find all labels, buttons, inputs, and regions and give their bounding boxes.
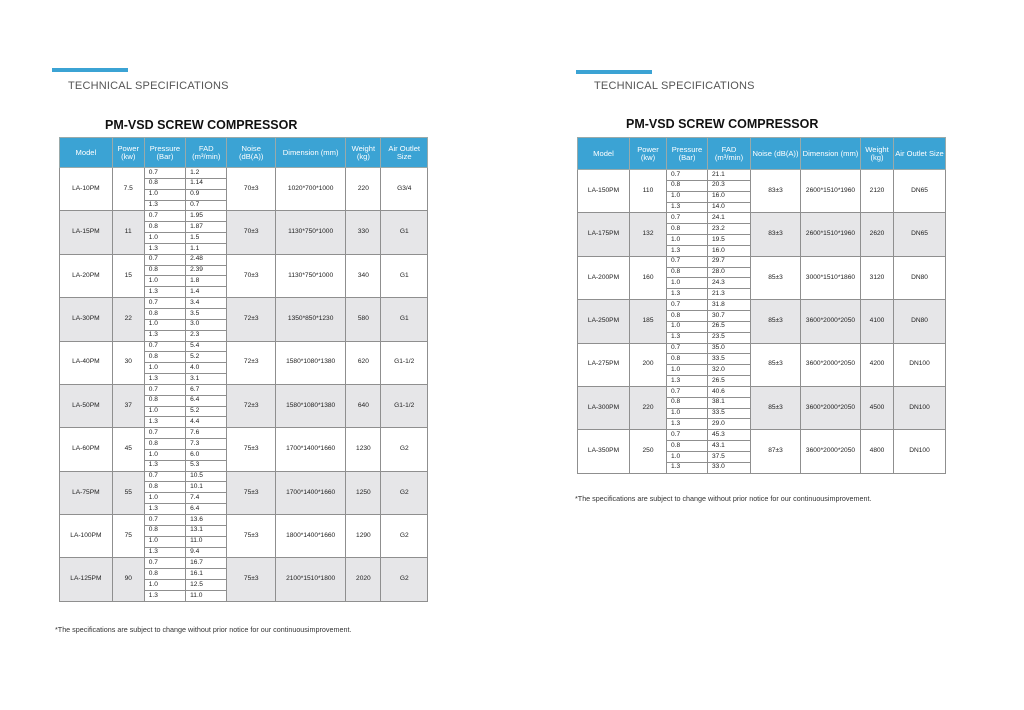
fad-cell: 2.39 (186, 265, 227, 276)
weight-cell: 1250 (346, 471, 381, 514)
dimension-cell: 2600*1510*1960 (801, 170, 861, 213)
weight-cell: 620 (346, 341, 381, 384)
pressure-cell: 0.8 (667, 180, 708, 191)
outlet-cell: G1 (381, 298, 428, 341)
pressure-cell: 0.8 (144, 222, 185, 233)
pressure-cell: 0.8 (144, 439, 185, 450)
model-row-group (60, 515, 428, 558)
pressure-cell: 1.3 (144, 287, 185, 298)
power-cell: 11 (112, 211, 144, 254)
pressure-cell: 0.8 (144, 482, 185, 493)
fad-cell: 21.3 (708, 289, 751, 300)
pressure-cell: 0.7 (667, 300, 708, 311)
fad-cell: 20.3 (708, 180, 751, 191)
fad-cell: 16.0 (708, 191, 751, 202)
fad-cell: 23.5 (708, 332, 751, 343)
fad-cell: 3.0 (186, 319, 227, 330)
noise-cell: 75±3 (227, 558, 276, 601)
outlet-cell: G2 (381, 558, 428, 601)
power-cell: 250 (630, 430, 667, 473)
noise-cell: 85±3 (751, 300, 801, 343)
table-row (578, 386, 946, 397)
weight-cell: 3120 (861, 256, 894, 299)
power-cell: 45 (112, 428, 144, 471)
noise-cell: 70±3 (227, 254, 276, 297)
pressure-cell: 0.8 (667, 224, 708, 235)
weight-cell: 340 (346, 254, 381, 297)
fad-cell: 32.0 (708, 365, 751, 376)
fad-cell: 6.0 (186, 449, 227, 460)
fad-cell: 2.3 (186, 330, 227, 341)
power-cell: 90 (112, 558, 144, 601)
weight-cell: 4200 (861, 343, 894, 386)
fad-cell: 31.8 (708, 300, 751, 311)
model-row-group (578, 300, 946, 343)
left-section-title: TECHNICAL SPECIFICATIONS (68, 80, 229, 92)
pressure-cell: 0.7 (144, 168, 185, 179)
noise-cell: 75±3 (227, 428, 276, 471)
model-cell: LA-200PM (578, 256, 630, 299)
outlet-cell: DN80 (894, 256, 946, 299)
power-cell: 132 (630, 213, 667, 256)
noise-cell: 72±3 (227, 384, 276, 427)
pressure-cell: 1.3 (667, 419, 708, 430)
table-row (60, 254, 428, 265)
pressure-cell: 1.3 (667, 289, 708, 300)
left-footnote: *The specifications are subject to change without prior notice for our continuousimprovement. (55, 625, 352, 634)
table-row (578, 256, 946, 267)
header-weight: Weight (kg) (861, 138, 894, 170)
pressure-cell: 1.0 (144, 449, 185, 460)
model-cell: LA-350PM (578, 430, 630, 473)
fad-cell: 21.1 (708, 170, 751, 181)
fad-cell: 3.4 (186, 298, 227, 309)
noise-cell: 70±3 (227, 211, 276, 254)
pressure-cell: 1.3 (144, 243, 185, 254)
weight-cell: 220 (346, 168, 381, 211)
dimension-cell: 2100*1510*1800 (276, 558, 346, 601)
fad-cell: 14.0 (708, 202, 751, 213)
left-accent-bar (52, 68, 128, 72)
table-row (578, 343, 946, 354)
fad-cell: 28.0 (708, 267, 751, 278)
model-cell: LA-15PM (60, 211, 113, 254)
fad-cell: 1.8 (186, 276, 227, 287)
power-cell: 75 (112, 515, 144, 558)
pressure-cell: 1.0 (667, 365, 708, 376)
model-cell: LA-50PM (60, 384, 113, 427)
noise-cell: 85±3 (751, 343, 801, 386)
fad-cell: 29.0 (708, 419, 751, 430)
pressure-cell: 0.7 (144, 428, 185, 439)
model-cell: LA-40PM (60, 341, 113, 384)
power-cell: 15 (112, 254, 144, 297)
fad-cell: 10.1 (186, 482, 227, 493)
header-noise: Noise (dB(A)) (227, 138, 276, 168)
header-power: Power (kw) (630, 138, 667, 170)
model-row-group (60, 428, 428, 471)
weight-cell: 2020 (346, 558, 381, 601)
noise-cell: 87±3 (751, 430, 801, 473)
noise-cell: 75±3 (227, 471, 276, 514)
fad-cell: 5.2 (186, 352, 227, 363)
outlet-cell: G1 (381, 254, 428, 297)
pressure-cell: 1.3 (667, 202, 708, 213)
fad-cell: 1.87 (186, 222, 227, 233)
fad-cell: 0.7 (186, 200, 227, 211)
fad-cell: 37.5 (708, 451, 751, 462)
fad-cell: 19.5 (708, 235, 751, 246)
fad-cell: 6.7 (186, 384, 227, 395)
fad-cell: 16.7 (186, 558, 227, 569)
header-power: Power (kw) (112, 138, 144, 168)
fad-cell: 3.1 (186, 374, 227, 385)
fad-cell: 26.5 (708, 321, 751, 332)
model-cell: LA-30PM (60, 298, 113, 341)
fad-cell: 45.3 (708, 430, 751, 441)
noise-cell: 75±3 (227, 515, 276, 558)
outlet-cell: G3/4 (381, 168, 428, 211)
model-row-group (578, 213, 946, 256)
noise-cell: 83±3 (751, 213, 801, 256)
dimension-cell: 3600*2000*2050 (801, 386, 861, 429)
pressure-cell: 1.3 (144, 547, 185, 558)
power-cell: 7.5 (112, 168, 144, 211)
model-cell: LA-125PM (60, 558, 113, 601)
weight-cell: 580 (346, 298, 381, 341)
power-cell: 185 (630, 300, 667, 343)
outlet-cell: DN80 (894, 300, 946, 343)
header-dimension: Dimension (mm) (276, 138, 346, 168)
pressure-cell: 1.3 (144, 200, 185, 211)
fad-cell: 24.3 (708, 278, 751, 289)
fad-cell: 29.7 (708, 256, 751, 267)
noise-cell: 85±3 (751, 386, 801, 429)
pressure-cell: 0.8 (144, 178, 185, 189)
pressure-cell: 0.7 (144, 384, 185, 395)
header-fad: FAD (m³/min) (186, 138, 227, 168)
pressure-cell: 0.7 (144, 515, 185, 526)
pressure-cell: 0.8 (144, 525, 185, 536)
pressure-cell: 0.8 (144, 395, 185, 406)
model-row-group (578, 386, 946, 429)
pressure-cell: 0.8 (667, 354, 708, 365)
fad-cell: 3.5 (186, 308, 227, 319)
power-cell: 30 (112, 341, 144, 384)
fad-cell: 16.1 (186, 569, 227, 580)
fad-cell: 33.5 (708, 354, 751, 365)
fad-cell: 1.4 (186, 287, 227, 298)
pressure-cell: 0.7 (144, 254, 185, 265)
pressure-cell: 1.3 (667, 376, 708, 387)
right-footnote: *The specifications are subject to change without prior notice for our continuousimprovement. (575, 494, 872, 503)
right-accent-bar (576, 70, 652, 74)
model-row-group (60, 298, 428, 341)
fad-cell: 7.4 (186, 493, 227, 504)
fad-cell: 13.6 (186, 515, 227, 526)
dimension-cell: 3600*2000*2050 (801, 343, 861, 386)
weight-cell: 4800 (861, 430, 894, 473)
dimension-cell: 1020*700*1000 (276, 168, 346, 211)
header-air-outlet: Air Outlet Size (381, 138, 428, 168)
fad-cell: 7.6 (186, 428, 227, 439)
fad-cell: 12.5 (186, 580, 227, 591)
model-row-group (60, 558, 428, 601)
table-row (578, 213, 946, 224)
header-noise: Noise (dB(A)) (751, 138, 801, 170)
header-air-outlet: Air Outlet Size (894, 138, 946, 170)
pressure-cell: 1.3 (144, 590, 185, 601)
pressure-cell: 0.7 (144, 211, 185, 222)
model-row-group (60, 254, 428, 297)
outlet-cell: G1-1/2 (381, 384, 428, 427)
weight-cell: 4500 (861, 386, 894, 429)
fad-cell: 26.5 (708, 376, 751, 387)
outlet-cell: G2 (381, 515, 428, 558)
fad-cell: 1.95 (186, 211, 227, 222)
pressure-cell: 0.8 (667, 267, 708, 278)
pressure-cell: 0.7 (667, 170, 708, 181)
model-cell: LA-300PM (578, 386, 630, 429)
dimension-cell: 1130*750*1000 (276, 211, 346, 254)
model-row-group (60, 341, 428, 384)
header-pressure: Pressure (Bar) (667, 138, 708, 170)
right-spec-table (577, 137, 946, 474)
weight-cell: 2120 (861, 170, 894, 213)
power-cell: 220 (630, 386, 667, 429)
fad-cell: 4.0 (186, 363, 227, 374)
model-cell: LA-100PM (60, 515, 113, 558)
fad-cell: 13.1 (186, 525, 227, 536)
noise-cell: 83±3 (751, 170, 801, 213)
dimension-cell: 1700*1400*1660 (276, 428, 346, 471)
pressure-cell: 1.3 (144, 374, 185, 385)
noise-cell: 72±3 (227, 298, 276, 341)
model-row-group (578, 343, 946, 386)
pressure-cell: 1.0 (144, 363, 185, 374)
table-row (60, 558, 428, 569)
model-row-group (60, 384, 428, 427)
fad-cell: 1.5 (186, 233, 227, 244)
pressure-cell: 1.0 (667, 235, 708, 246)
fad-cell: 10.5 (186, 471, 227, 482)
pressure-cell: 0.7 (667, 213, 708, 224)
dimension-cell: 1700*1400*1660 (276, 471, 346, 514)
fad-cell: 5.2 (186, 406, 227, 417)
pressure-cell: 0.8 (144, 569, 185, 580)
fad-cell: 5.3 (186, 460, 227, 471)
fad-cell: 16.0 (708, 245, 751, 256)
dimension-cell: 3600*2000*2050 (801, 430, 861, 473)
header-model: Model (60, 138, 113, 168)
power-cell: 22 (112, 298, 144, 341)
outlet-cell: DN100 (894, 386, 946, 429)
model-cell: LA-75PM (60, 471, 113, 514)
weight-cell: 4100 (861, 300, 894, 343)
right-section-title: TECHNICAL SPECIFICATIONS (594, 80, 755, 92)
right-table-title: PM-VSD SCREW COMPRESSOR (626, 117, 819, 131)
table-row (60, 428, 428, 439)
model-cell: LA-20PM (60, 254, 113, 297)
fad-cell: 33.5 (708, 408, 751, 419)
fad-cell: 6.4 (186, 395, 227, 406)
dimension-cell: 1580*1080*1380 (276, 341, 346, 384)
pressure-cell: 1.3 (667, 462, 708, 473)
outlet-cell: DN100 (894, 430, 946, 473)
table-row (60, 515, 428, 526)
model-cell: LA-175PM (578, 213, 630, 256)
model-row-group (60, 211, 428, 254)
fad-cell: 1.2 (186, 168, 227, 179)
fad-cell: 5.4 (186, 341, 227, 352)
power-cell: 160 (630, 256, 667, 299)
pressure-cell: 0.7 (144, 341, 185, 352)
pressure-cell: 1.0 (144, 406, 185, 417)
fad-cell: 6.4 (186, 504, 227, 515)
pressure-cell: 0.8 (144, 352, 185, 363)
fad-cell: 2.48 (186, 254, 227, 265)
power-cell: 200 (630, 343, 667, 386)
left-table-title: PM-VSD SCREW COMPRESSOR (105, 118, 298, 132)
pressure-cell: 1.3 (144, 460, 185, 471)
pressure-cell: 1.3 (144, 504, 185, 515)
pressure-cell: 0.7 (667, 256, 708, 267)
pressure-cell: 0.7 (667, 386, 708, 397)
header-dimension: Dimension (mm) (801, 138, 861, 170)
noise-cell: 72±3 (227, 341, 276, 384)
pressure-cell: 1.0 (144, 493, 185, 504)
fad-cell: 24.1 (708, 213, 751, 224)
model-cell: LA-10PM (60, 168, 113, 211)
fad-cell: 0.9 (186, 189, 227, 200)
outlet-cell: DN65 (894, 170, 946, 213)
pressure-cell: 1.0 (667, 191, 708, 202)
model-row-group (60, 168, 428, 211)
table-row (60, 471, 428, 482)
pressure-cell: 1.3 (144, 330, 185, 341)
header-model: Model (578, 138, 630, 170)
outlet-cell: G1-1/2 (381, 341, 428, 384)
power-cell: 110 (630, 170, 667, 213)
model-row-group (578, 256, 946, 299)
pressure-cell: 0.7 (144, 558, 185, 569)
weight-cell: 1230 (346, 428, 381, 471)
power-cell: 37 (112, 384, 144, 427)
pressure-cell: 0.7 (667, 343, 708, 354)
table-row (578, 170, 946, 181)
model-row-group (578, 170, 946, 213)
weight-cell: 2620 (861, 213, 894, 256)
model-row-group (60, 471, 428, 514)
pressure-cell: 1.0 (667, 321, 708, 332)
table-row (60, 341, 428, 352)
dimension-cell: 2600*1510*1960 (801, 213, 861, 256)
pressure-cell: 0.8 (667, 310, 708, 321)
model-cell: LA-275PM (578, 343, 630, 386)
fad-cell: 33.0 (708, 462, 751, 473)
pressure-cell: 0.8 (667, 397, 708, 408)
header-pressure: Pressure (Bar) (144, 138, 185, 168)
weight-cell: 330 (346, 211, 381, 254)
pressure-cell: 1.3 (144, 417, 185, 428)
fad-cell: 11.0 (186, 590, 227, 601)
noise-cell: 70±3 (227, 168, 276, 211)
pressure-cell: 1.0 (144, 580, 185, 591)
dimension-cell: 1580*1080*1380 (276, 384, 346, 427)
table-row (60, 298, 428, 309)
pressure-cell: 1.0 (144, 536, 185, 547)
outlet-cell: G1 (381, 211, 428, 254)
dimension-cell: 1130*750*1000 (276, 254, 346, 297)
pressure-cell: 1.0 (667, 451, 708, 462)
fad-cell: 1.14 (186, 178, 227, 189)
model-row-group (578, 430, 946, 473)
table-row (60, 384, 428, 395)
pressure-cell: 1.0 (144, 319, 185, 330)
table-row (578, 430, 946, 441)
pressure-cell: 1.0 (667, 408, 708, 419)
header-fad: FAD (m³/min) (708, 138, 751, 170)
fad-cell: 40.6 (708, 386, 751, 397)
fad-cell: 9.4 (186, 547, 227, 558)
pressure-cell: 0.7 (667, 430, 708, 441)
weight-cell: 1290 (346, 515, 381, 558)
dimension-cell: 3600*2000*2050 (801, 300, 861, 343)
fad-cell: 30.7 (708, 310, 751, 321)
left-spec-table (59, 137, 428, 602)
fad-cell: 38.1 (708, 397, 751, 408)
fad-cell: 11.0 (186, 536, 227, 547)
outlet-cell: G2 (381, 471, 428, 514)
pressure-cell: 1.3 (667, 332, 708, 343)
outlet-cell: DN100 (894, 343, 946, 386)
model-cell: LA-60PM (60, 428, 113, 471)
fad-cell: 4.4 (186, 417, 227, 428)
dimension-cell: 1350*850*1230 (276, 298, 346, 341)
power-cell: 55 (112, 471, 144, 514)
pressure-cell: 1.0 (144, 276, 185, 287)
table-row (578, 300, 946, 311)
dimension-cell: 3000*1510*1860 (801, 256, 861, 299)
outlet-cell: G2 (381, 428, 428, 471)
fad-cell: 1.1 (186, 243, 227, 254)
outlet-cell: DN65 (894, 213, 946, 256)
pressure-cell: 1.0 (144, 189, 185, 200)
table-row (60, 168, 428, 179)
pressure-cell: 1.0 (667, 278, 708, 289)
fad-cell: 7.3 (186, 439, 227, 450)
pressure-cell: 0.8 (144, 308, 185, 319)
pressure-cell: 0.7 (144, 298, 185, 309)
fad-cell: 23.2 (708, 224, 751, 235)
fad-cell: 35.0 (708, 343, 751, 354)
fad-cell: 43.1 (708, 441, 751, 452)
pressure-cell: 0.7 (144, 471, 185, 482)
header-weight: Weight (kg) (346, 138, 381, 168)
model-cell: LA-150PM (578, 170, 630, 213)
table-row (60, 211, 428, 222)
pressure-cell: 0.8 (667, 441, 708, 452)
dimension-cell: 1800*1400*1660 (276, 515, 346, 558)
pressure-cell: 0.8 (144, 265, 185, 276)
noise-cell: 85±3 (751, 256, 801, 299)
model-cell: LA-250PM (578, 300, 630, 343)
pressure-cell: 1.3 (667, 245, 708, 256)
weight-cell: 640 (346, 384, 381, 427)
pressure-cell: 1.0 (144, 233, 185, 244)
